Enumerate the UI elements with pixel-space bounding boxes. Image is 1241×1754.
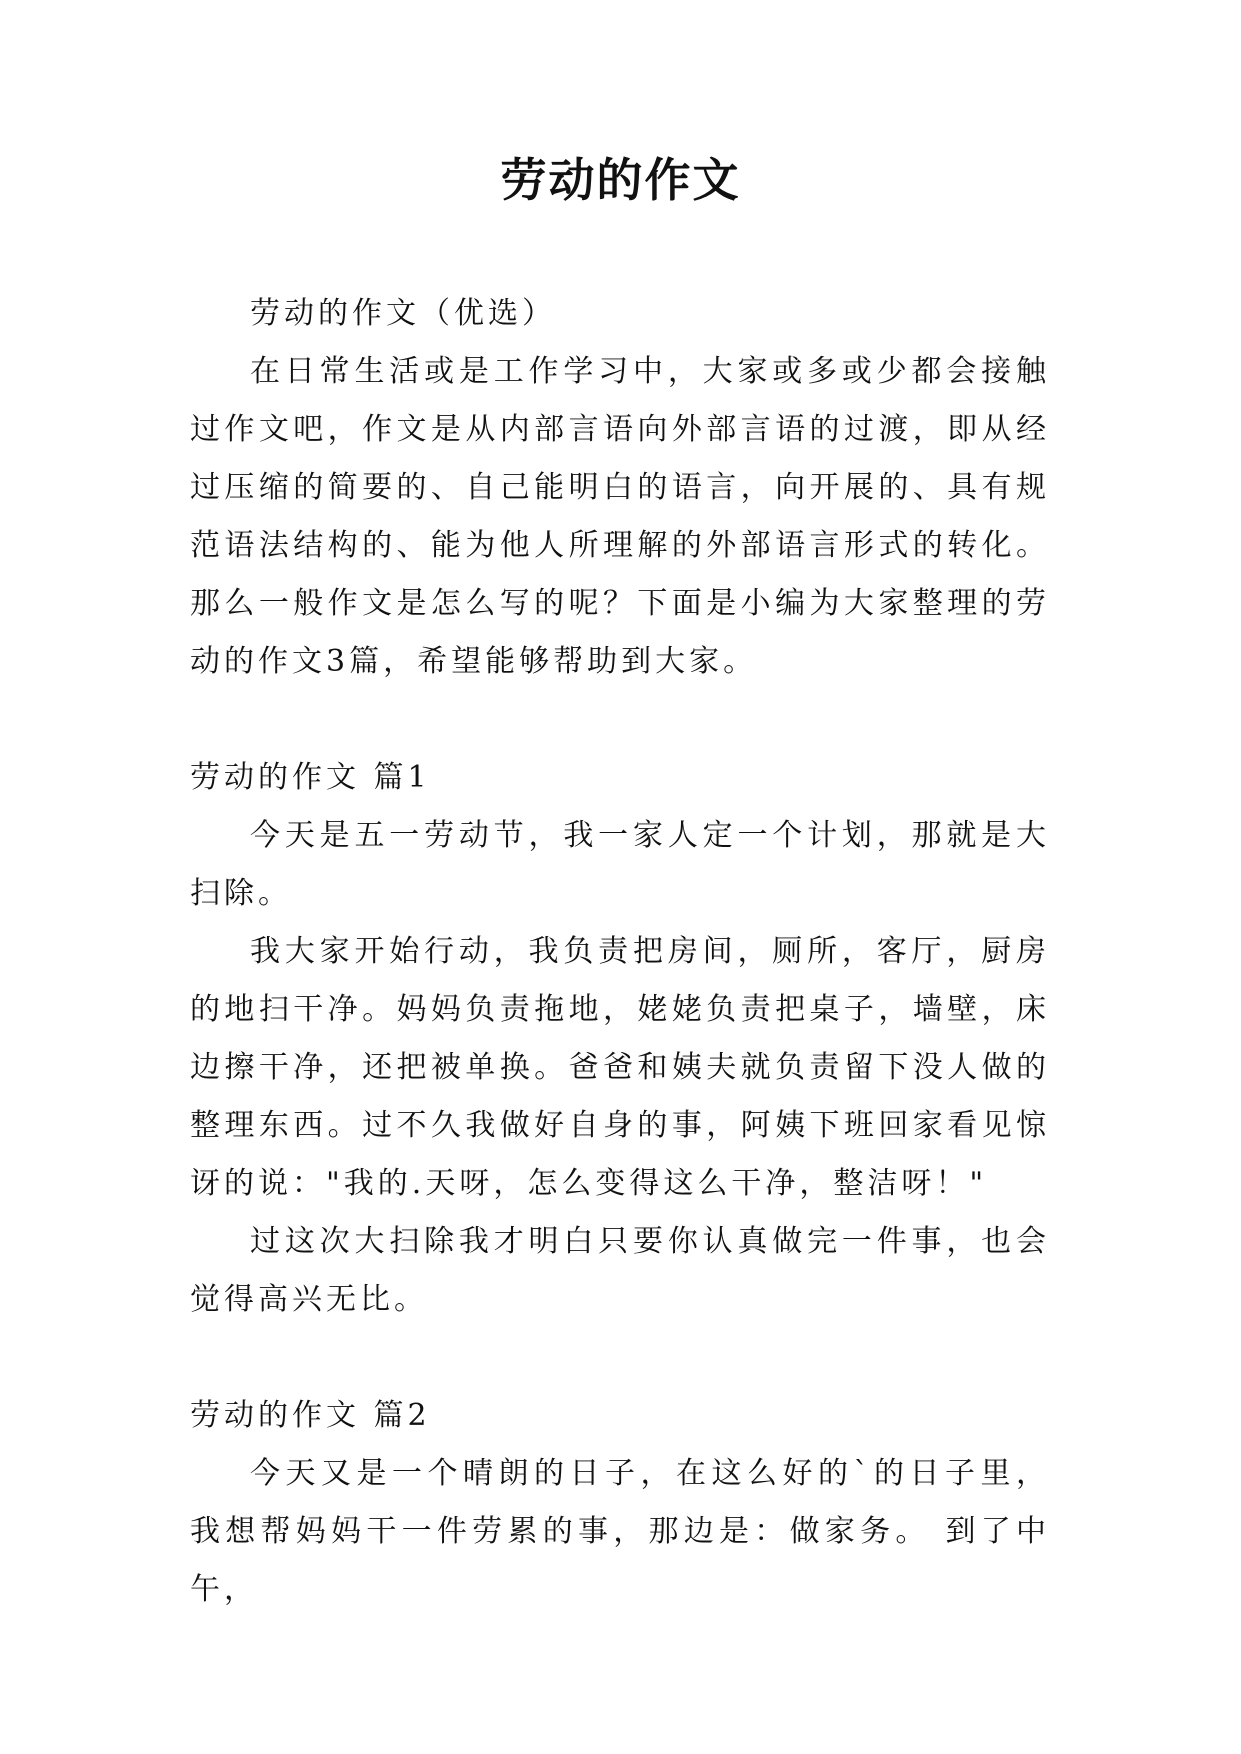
section-paragraph: 过这次大扫除我才明白只要你认真做完一件事，也会觉得高兴无比。 [190,1224,1050,1317]
section-paragraph: 我大家开始行动，我负责把房间，厕所，客厅，厨房的地扫干净。妈妈负责拖地，姥姥负责把桌子，墙壁，床边擦干净，还把被单换。爸爸和姨夫就负责留下没人做的整理东西。过不久我做好自身的事，阿姨下班回家看见惊讶的说："我的.天呀，怎么变得这么干净，整洁呀！" [190,934,1050,1201]
document-subtitle: 劳动的作文（优选） [250,296,556,331]
section-paragraph: 今天又是一个晴朗的日子，在这么好的`的日子里，我想帮妈妈干一件劳累的事，那边是：做家务。 到了中午， [190,1456,1050,1607]
intro-paragraph: 在日常生活或是工作学习中，大家或多或少都会接触过作文吧，作文是从内部言语向外部言语的过渡，即从经过压缩的简要的、自己能明白的语言，向开展的、具有规范语法结构的、能为他人所理解的外部语言形式的转化。那么一般作文是怎么写的呢？下面是小编为大家整理的劳动的作文3篇，希望能够帮助到大家。 [190,354,1050,679]
section-paragraph: 今天是五一劳动节，我一家人定一个计划，那就是大扫除。 [190,818,1050,911]
section-heading: 劳动的作文 篇2 [190,1398,431,1433]
document-body [190,285,1050,1619]
section-heading: 劳动的作文 篇1 [190,760,431,795]
document-title: 劳动的作文 [500,153,741,207]
